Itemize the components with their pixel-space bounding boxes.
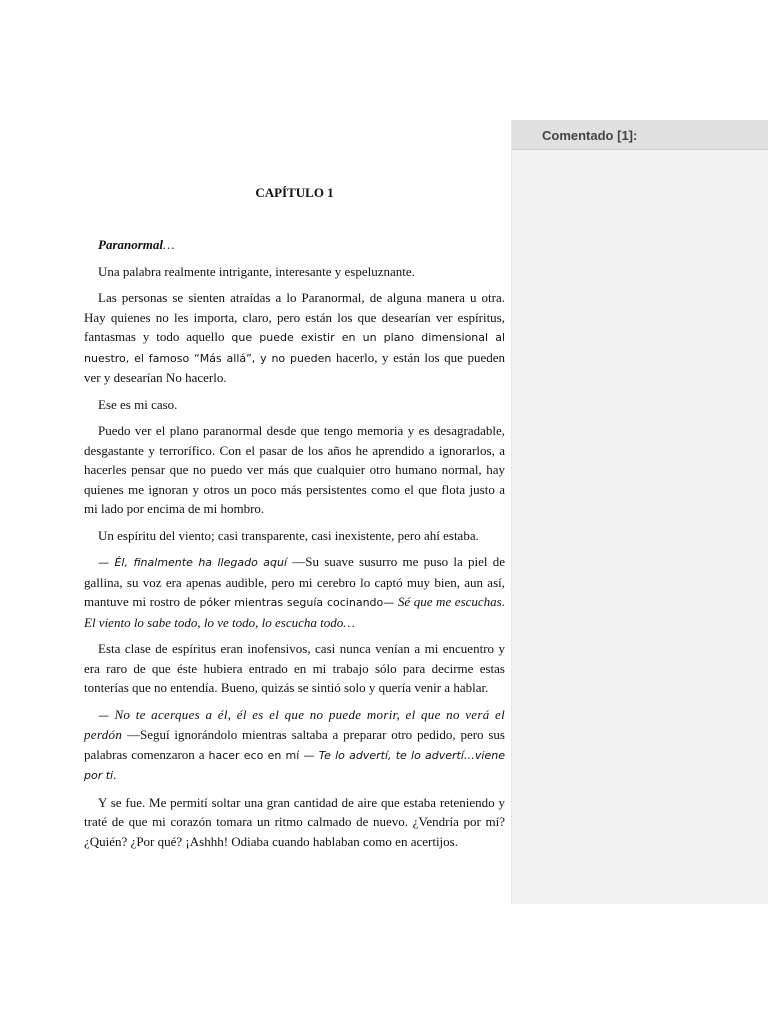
paragraph-10: Y se fue. Me permití soltar una gran cantidad de aire que estaba reteniendo y traté de que mi corazón tomara un ritmo calmado de nuevo. ¿Vendría por mí? ¿Quién? ¿Por qué? ¡Ashhh! Odiaba cuando hablaban como en acertijos. bbox=[84, 794, 505, 849]
comment-title: Comentado [1]: bbox=[512, 120, 768, 150]
paragraph-8: Esta clase de espíritus eran inofensivos, casi nunca venían a mi encuentro y era raro de que éste hubiera entrado en mi trabajo sólo para decirme estas tonterías que no entendía. Bueno, quizás se sintió solo y quería venir a hablar. bbox=[84, 641, 505, 695]
paragraph-3 bbox=[84, 288, 505, 388]
paragraph-3-part-b: que puede existir en un plano dimensional al nuestro, el famoso “Más allá”, y no pueden bbox=[84, 331, 505, 365]
paragraph-4: Ese es mi caso. bbox=[98, 396, 178, 412]
dash: — bbox=[98, 708, 115, 722]
paragraph-1 bbox=[84, 235, 505, 255]
paragraph-7-part-b: póker mientras seguía cocinando— bbox=[199, 596, 395, 609]
spirit-quote-2: Sé que me escuchas. El viento lo sabe todo, lo ve todo, lo escucha todo bbox=[84, 594, 505, 630]
paragraph-9 bbox=[84, 705, 505, 786]
document-body bbox=[84, 235, 505, 858]
comment-panel bbox=[511, 120, 768, 904]
paragraph-6: Un espíritu del viento; casi transparente, casi inexistente, pero ahí estaba. bbox=[98, 527, 479, 543]
paragraph-7-part-a: —Su suave susurro me puso la piel de gallina, su voz era apenas audible, pero mi cerebro lo captó muy bien, aun así, mantuve mi rostro de bbox=[84, 554, 505, 609]
paranormal-heading: Paranormal bbox=[98, 237, 164, 252]
paragraph-7 bbox=[84, 552, 505, 632]
paragraph-3-part-a: Las personas se sienten atraídas a lo Paranormal, de alguna manera u otra. Hay quienes no les importa, claro, pero están los que desearían ver espíritus, fantasmas y todo aquello bbox=[84, 290, 505, 344]
paragraph-3-part-c: hacerlo, y están los que pueden ver y desearían No hacerlo. bbox=[84, 349, 505, 385]
ellipsis: … bbox=[163, 237, 175, 252]
period: . bbox=[113, 767, 117, 782]
paragraph-5: Puedo ver el plano paranormal desde que tengo memoria y es desagradable, desgastante y terrorífico. Con el pasar de los años he aprendido a ignorarlos, a hacerles pensar que no puedo ver más que cualquier otro humano normal, hay quienes me ignoran y otros un poco más persistentes como el que flota justo a mi lado por encima de mi hombro. bbox=[84, 423, 505, 516]
dash: — bbox=[98, 556, 115, 569]
spirit-quote-4: Te lo advertí, te lo advertí…viene por ti bbox=[84, 748, 505, 782]
paragraph-9-part-a: —Seguí ignorándolo mientras saltaba a preparar otro pedido, pero sus palabras comenzaron a bbox=[84, 727, 505, 762]
chapter-title: CAPÍTULO 1 bbox=[255, 185, 334, 200]
spirit-quote-3: No te acerques a él, él es el que no puede morir, el que no verá el perdón bbox=[84, 706, 505, 742]
paragraph-2: Una palabra realmente intrigante, interesante y espeluznante. bbox=[98, 263, 415, 279]
paragraph-9-part-b: hacer eco en mí — bbox=[208, 748, 315, 762]
ellipsis: … bbox=[343, 614, 355, 630]
spirit-quote-1: Él, finalmente ha llegado aquí bbox=[114, 556, 288, 569]
